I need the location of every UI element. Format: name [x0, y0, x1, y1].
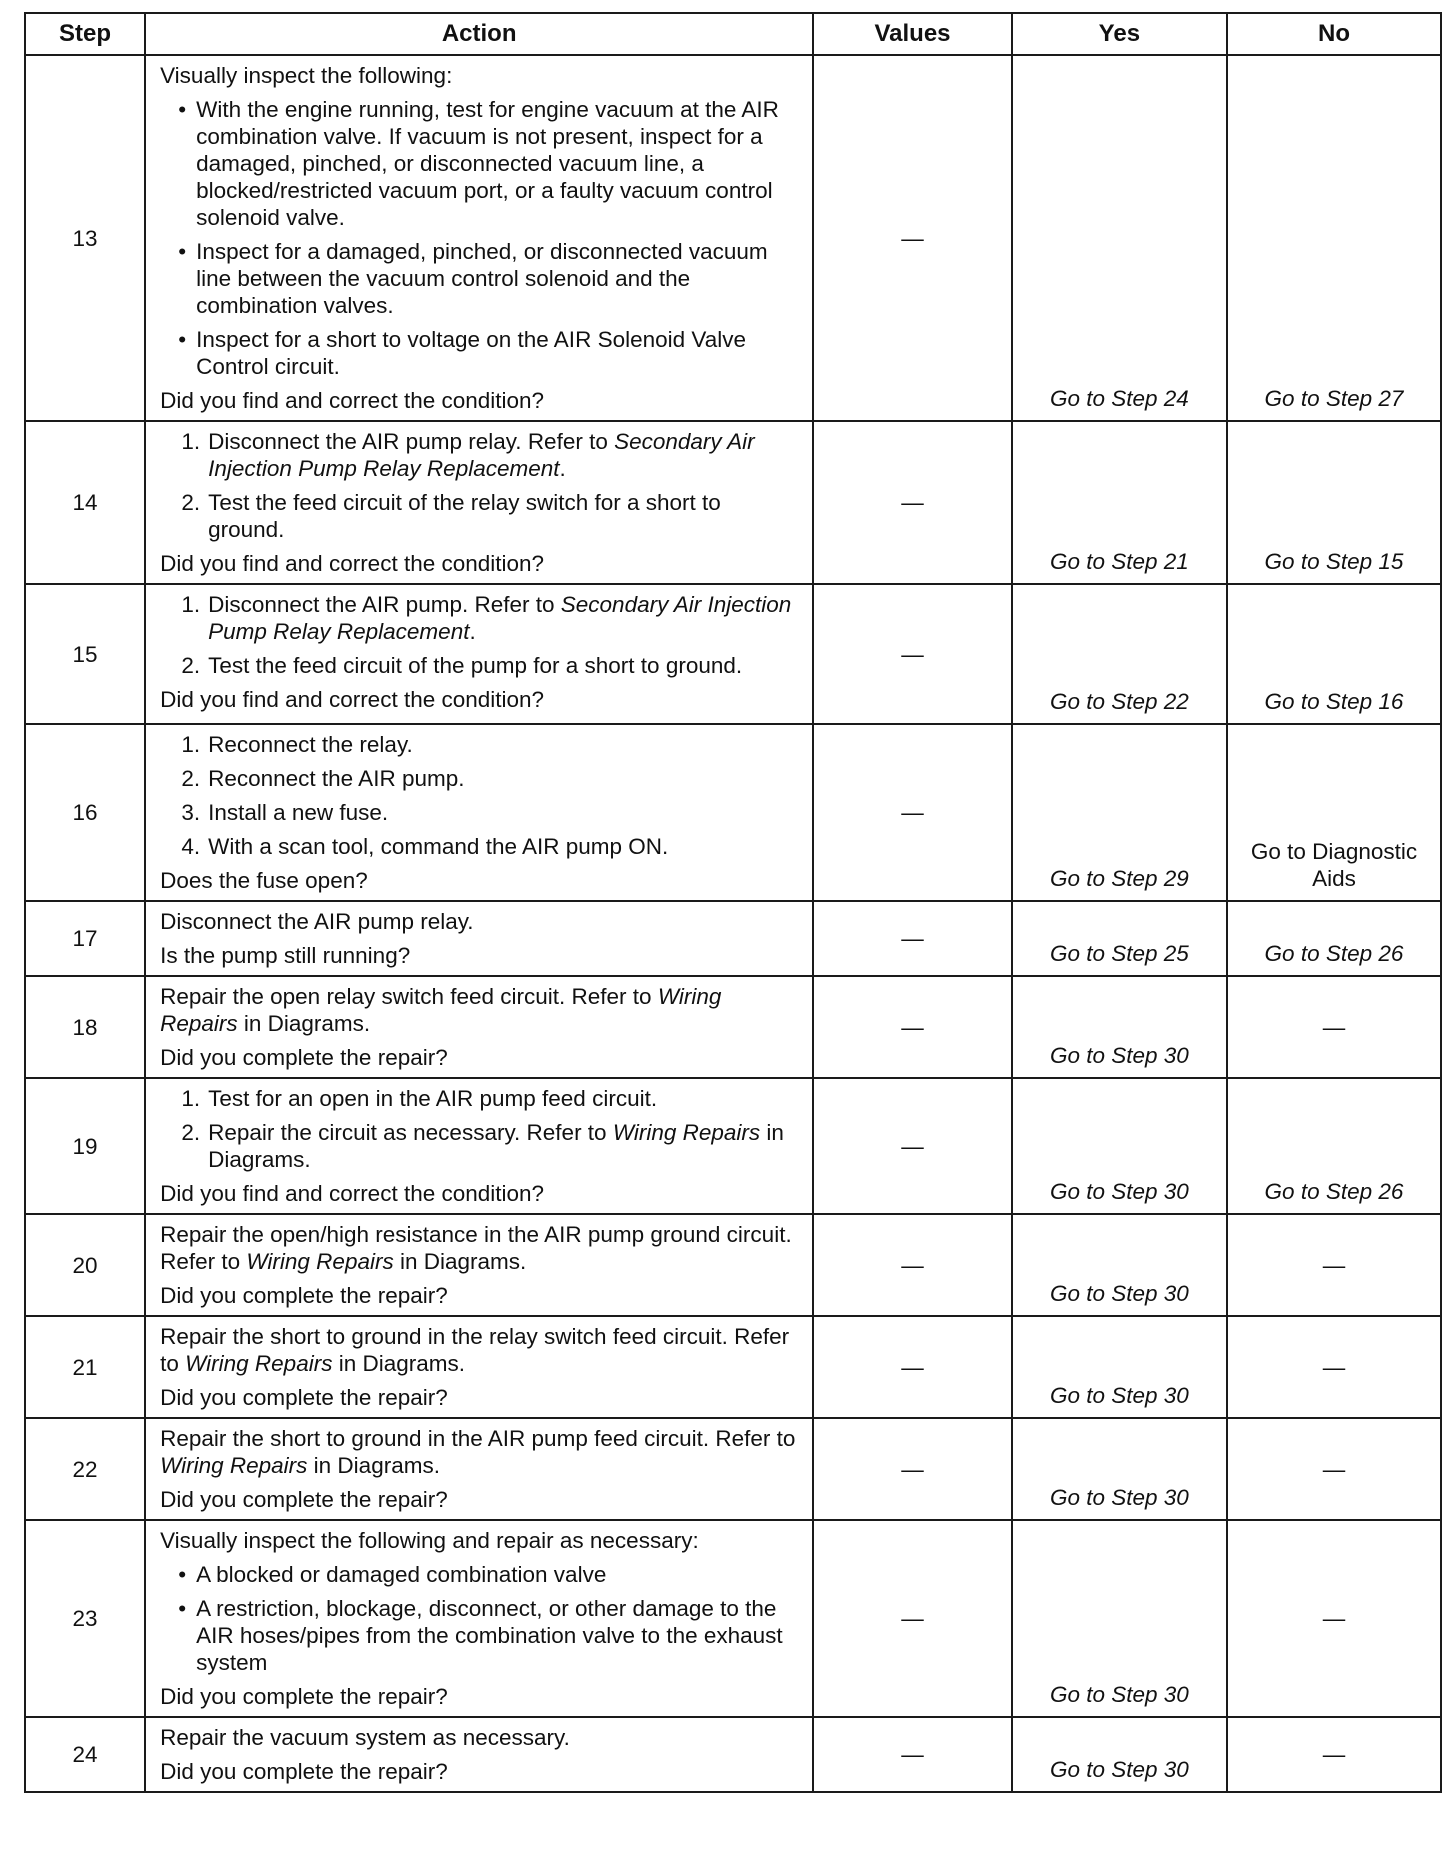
- step-number: 22: [25, 1418, 145, 1520]
- text-run: Reconnect the relay.: [208, 732, 413, 757]
- step-marker: 2.: [181, 653, 201, 678]
- reference-title: Secondary Air Injection Pump Relay Replacement: [208, 592, 792, 644]
- table-row: [25, 1520, 1441, 1717]
- numbered-item: [160, 1085, 802, 1112]
- item-text: [208, 731, 802, 758]
- reference-title: Wiring Repairs: [160, 1453, 308, 1478]
- text-run: Did you complete the repair?: [160, 1684, 448, 1709]
- table-row: [25, 1316, 1441, 1418]
- text-run: Install a new fuse.: [208, 800, 389, 825]
- text-run: in Diagrams.: [307, 1453, 440, 1478]
- step-number: 23: [25, 1520, 145, 1717]
- item-text: [208, 428, 802, 482]
- text-run: Test for an open in the AIR pump feed circuit.: [208, 1086, 658, 1111]
- table-row: [25, 724, 1441, 901]
- step-marker: 1.: [181, 592, 201, 617]
- values-cell: —: [813, 584, 1012, 724]
- action-text: [160, 1425, 802, 1479]
- action-text: [160, 908, 802, 935]
- item-text: [196, 326, 802, 380]
- no-cell: Go to Step 26: [1227, 1078, 1441, 1214]
- table-row: [25, 901, 1441, 976]
- text-run: Repair the short to ground in the relay switch feed circuit. Refer to: [160, 1324, 790, 1376]
- action-text: [160, 1758, 802, 1785]
- text-run: .: [469, 619, 476, 644]
- item-text: [196, 1595, 802, 1676]
- text-run: Repair the vacuum system as necessary.: [160, 1725, 570, 1750]
- action-text: [160, 1323, 802, 1377]
- text-run: .: [559, 456, 566, 481]
- yes-cell: Go to Step 29: [1012, 724, 1227, 901]
- step-number: 14: [25, 421, 145, 584]
- text-run: Disconnect the AIR pump. Refer to: [208, 592, 561, 617]
- action-cell: [145, 55, 813, 421]
- reference-title: Wiring Repairs: [246, 1249, 394, 1274]
- bullet-marker: •: [178, 327, 187, 352]
- header-row: [25, 13, 1441, 55]
- text-run: Repair the circuit as necessary. Refer to: [208, 1120, 613, 1145]
- bullet-item: [160, 1561, 802, 1588]
- action-cell: [145, 1078, 813, 1214]
- values-cell: —: [813, 976, 1012, 1078]
- no-cell: Go to Step 16: [1227, 584, 1441, 724]
- step-number: 13: [25, 55, 145, 421]
- action-cell: [145, 1214, 813, 1316]
- text-run: in Diagrams.: [237, 1011, 371, 1036]
- action-cell: [145, 1520, 813, 1717]
- action-text: [160, 983, 802, 1037]
- action-text: [160, 387, 802, 414]
- numbered-item: [160, 833, 802, 860]
- text-run: in Diagrams.: [393, 1249, 527, 1274]
- step-number: 20: [25, 1214, 145, 1316]
- table-row: [25, 1078, 1441, 1214]
- bullet-item: [160, 96, 802, 231]
- action-text: [160, 1486, 802, 1513]
- action-text: [160, 1384, 802, 1411]
- text-run: Did you find and correct the condition?: [160, 551, 545, 576]
- text-run: A restriction, blockage, disconnect, or other damage to the AIR hoses/pipes from the combination valve to the exhaust system: [196, 1596, 783, 1675]
- values-cell: —: [813, 1214, 1012, 1316]
- text-run: Did you find and correct the condition?: [160, 687, 545, 712]
- yes-cell: Go to Step 30: [1012, 1078, 1227, 1214]
- step-number: 16: [25, 724, 145, 901]
- header-no: No: [1227, 13, 1441, 55]
- action-text: [160, 1221, 802, 1275]
- item-text: [196, 1561, 802, 1588]
- text-run: Did you complete the repair?: [160, 1487, 448, 1512]
- yes-cell: Go to Step 30: [1012, 1214, 1227, 1316]
- reference-title: Wiring Repairs: [160, 984, 722, 1036]
- action-text: [160, 867, 802, 894]
- table-row: [25, 1214, 1441, 1316]
- item-text: [208, 833, 802, 860]
- values-cell: —: [813, 1418, 1012, 1520]
- action-cell: [145, 724, 813, 901]
- values-cell: —: [813, 1078, 1012, 1214]
- numbered-item: [160, 652, 802, 679]
- action-cell: [145, 976, 813, 1078]
- bullet-marker: •: [178, 1596, 187, 1621]
- text-run: Did you complete the repair?: [160, 1283, 448, 1308]
- item-text: [196, 96, 802, 231]
- reference-title: Secondary Air Injection Pump Relay Replacement: [208, 429, 755, 481]
- no-cell: —: [1227, 1418, 1441, 1520]
- no-cell: —: [1227, 1520, 1441, 1717]
- bullet-item: [160, 238, 802, 319]
- text-run: Did you complete the repair?: [160, 1385, 448, 1410]
- text-run: Reconnect the AIR pump.: [208, 766, 465, 791]
- action-text: [160, 1527, 802, 1554]
- action-text: [160, 942, 802, 969]
- step-marker: 1.: [181, 429, 201, 454]
- values-cell: —: [813, 901, 1012, 976]
- text-run: Did you complete the repair?: [160, 1759, 448, 1784]
- no-cell: —: [1227, 1717, 1441, 1792]
- action-text: [160, 62, 802, 89]
- text-run: Test the feed circuit of the pump for a short to ground.: [208, 653, 743, 678]
- item-text: [208, 489, 802, 543]
- table-row: [25, 584, 1441, 724]
- action-text: [160, 1724, 802, 1751]
- item-text: [208, 765, 802, 792]
- header-action: Action: [145, 13, 813, 55]
- action-cell: [145, 584, 813, 724]
- step-marker: 4.: [181, 834, 201, 859]
- yes-cell: Go to Step 24: [1012, 55, 1227, 421]
- table-row: [25, 421, 1441, 584]
- text-run: Test the feed circuit of the relay switch for a short to ground.: [208, 490, 721, 542]
- no-cell: —: [1227, 976, 1441, 1078]
- item-text: [208, 1085, 802, 1112]
- header-yes: Yes: [1012, 13, 1227, 55]
- numbered-item: [160, 428, 802, 482]
- text-run: Repair the short to ground in the AIR pump feed circuit. Refer to: [160, 1426, 796, 1451]
- action-cell: [145, 1418, 813, 1520]
- no-cell: —: [1227, 1214, 1441, 1316]
- text-run: in Diagrams.: [208, 1120, 784, 1172]
- text-run: in Diagrams.: [332, 1351, 465, 1376]
- bullet-item: [160, 326, 802, 380]
- text-run: With the engine running, test for engine vacuum at the AIR combination valve. If vacuum is not present, inspect for a damaged, pinched, or disconnected vacuum line, a blocked/restricted vacuum port, or a faulty vacuum control solenoid valve.: [196, 97, 779, 230]
- item-text: [208, 799, 802, 826]
- yes-cell: Go to Step 21: [1012, 421, 1227, 584]
- text-run: With a scan tool, command the AIR pump ON.: [208, 834, 669, 859]
- bullet-marker: •: [178, 97, 187, 122]
- action-cell: [145, 421, 813, 584]
- step-number: 24: [25, 1717, 145, 1792]
- item-text: [208, 591, 802, 645]
- yes-cell: Go to Step 30: [1012, 1717, 1227, 1792]
- bullet-item: [160, 1595, 802, 1676]
- numbered-item: [160, 799, 802, 826]
- no-cell: Go to Step 15: [1227, 421, 1441, 584]
- bullet-marker: •: [178, 239, 187, 264]
- text-run: Disconnect the AIR pump relay. Refer to: [208, 429, 615, 454]
- yes-cell: Go to Step 22: [1012, 584, 1227, 724]
- action-cell: [145, 1717, 813, 1792]
- yes-cell: Go to Step 30: [1012, 1316, 1227, 1418]
- numbered-item: [160, 765, 802, 792]
- text-run: Inspect for a damaged, pinched, or disconnected vacuum line between the vacuum control solenoid and the combination valves.: [196, 239, 768, 318]
- action-text: [160, 1683, 802, 1710]
- text-run: Inspect for a short to voltage on the AIR Solenoid Valve Control circuit.: [196, 327, 746, 379]
- step-number: 21: [25, 1316, 145, 1418]
- text-run: Repair the open relay switch feed circuit. Refer to: [160, 984, 658, 1009]
- action-text: [160, 1180, 802, 1207]
- text-run: Visually inspect the following:: [160, 63, 453, 88]
- action-text: [160, 1282, 802, 1309]
- yes-cell: Go to Step 30: [1012, 976, 1227, 1078]
- no-cell: —: [1227, 1316, 1441, 1418]
- action-cell: [145, 1316, 813, 1418]
- step-marker: 2.: [181, 766, 201, 791]
- table-row: [25, 1717, 1441, 1792]
- values-cell: —: [813, 1717, 1012, 1792]
- text-run: Did you find and correct the condition?: [160, 1181, 545, 1206]
- yes-cell: Go to Step 30: [1012, 1418, 1227, 1520]
- numbered-item: [160, 489, 802, 543]
- no-cell: Go to Step 27: [1227, 55, 1441, 421]
- reference-title: Wiring Repairs: [612, 1120, 761, 1145]
- action-text: [160, 686, 802, 713]
- action-cell: [145, 901, 813, 976]
- table-body: [25, 55, 1441, 1792]
- step-number: 15: [25, 584, 145, 724]
- reference-title: Wiring Repairs: [185, 1351, 333, 1376]
- action-text: [160, 550, 802, 577]
- values-cell: —: [813, 421, 1012, 584]
- numbered-item: [160, 1119, 802, 1173]
- values-cell: —: [813, 1316, 1012, 1418]
- step-number: 19: [25, 1078, 145, 1214]
- table-row: [25, 1418, 1441, 1520]
- item-text: [208, 652, 802, 679]
- text-run: Repair the open/high resistance in the AIR pump ground circuit. Refer to: [160, 1222, 792, 1274]
- step-marker: 2.: [181, 490, 201, 515]
- step-marker: 1.: [181, 732, 201, 757]
- item-text: [196, 238, 802, 319]
- text-run: Disconnect the AIR pump relay.: [160, 909, 474, 934]
- numbered-item: [160, 731, 802, 758]
- text-run: Is the pump still running?: [160, 943, 411, 968]
- values-cell: —: [813, 55, 1012, 421]
- yes-cell: Go to Step 25: [1012, 901, 1227, 976]
- diagnostic-table: [24, 12, 1442, 1793]
- text-run: Visually inspect the following and repair as necessary:: [160, 1528, 699, 1553]
- step-marker: 1.: [181, 1086, 201, 1111]
- table-row: [25, 55, 1441, 421]
- step-number: 18: [25, 976, 145, 1078]
- item-text: [208, 1119, 802, 1173]
- yes-cell: Go to Step 30: [1012, 1520, 1227, 1717]
- text-run: Does the fuse open?: [160, 868, 368, 893]
- no-cell: Go to Step 26: [1227, 901, 1441, 976]
- table-row: [25, 976, 1441, 1078]
- values-cell: —: [813, 724, 1012, 901]
- text-run: A blocked or damaged combination valve: [196, 1562, 607, 1587]
- action-text: [160, 1044, 802, 1071]
- step-number: 17: [25, 901, 145, 976]
- header-values: Values: [813, 13, 1012, 55]
- text-run: Did you find and correct the condition?: [160, 388, 545, 413]
- values-cell: —: [813, 1520, 1012, 1717]
- step-marker: 3.: [181, 800, 201, 825]
- header-step: Step: [25, 13, 145, 55]
- step-marker: 2.: [181, 1120, 201, 1145]
- text-run: Did you complete the repair?: [160, 1045, 448, 1070]
- bullet-marker: •: [178, 1562, 187, 1587]
- numbered-item: [160, 591, 802, 645]
- no-cell: Go to Diagnostic Aids: [1227, 724, 1441, 901]
